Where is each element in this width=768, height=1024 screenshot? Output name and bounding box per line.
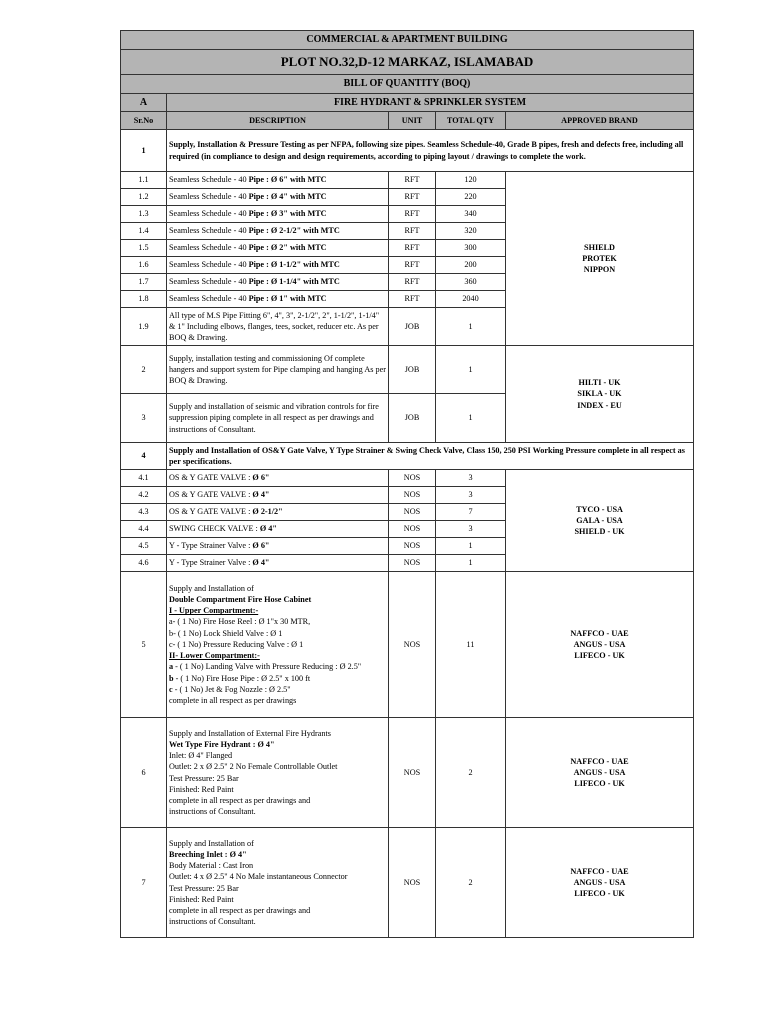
description: OS & Y GATE VALVE : Ø 6" [167, 470, 389, 487]
unit: JOB [389, 308, 436, 346]
description: OS & Y GATE VALVE : Ø 4" [167, 487, 389, 504]
col-header-description: DESCRIPTION [167, 112, 389, 130]
col-header-unit: UNIT [389, 112, 436, 130]
description: Supply and installation of seismic and vibration controls for fire suppression piping complete in all respect as per drawings and instructions of Consultant. [167, 394, 389, 443]
description: Supply and Installation of Double Compartment Fire Hose Cabinet I - Upper Compartment:- a- ( 1 No) Fire Hose Reel : Ø 1"x 30 MTR, b- ( 1 No) Lock Shield Valve : Ø 1 c- ( 1 No) Pressure Reducing Valve : Ø 1 II- Lower Compartment:- a - ( 1 No) Landing Valve with Pressure Reducing : Ø 2.5" b - ( 1 No) Fire Hose Pipe : Ø 2.5" x 100 ft c - ( 1 No) Jet & Fog Nozzle : Ø 2.5" complete in all respect as per drawings [167, 572, 389, 718]
qty: 1 [436, 538, 506, 555]
approved-brand: NAFFCO - UAE ANGUS - USA LIFECO - UK [506, 572, 694, 718]
srno: 1 [121, 130, 167, 172]
srno: 7 [121, 828, 167, 938]
description: Seamless Schedule - 40 Pipe : Ø 2-1/2" with MTC [167, 223, 389, 240]
unit: NOS [389, 718, 436, 828]
qty: 2 [436, 718, 506, 828]
srno: 4.3 [121, 504, 167, 521]
qty: 1 [436, 308, 506, 346]
approved-brand: SHIELD PROTEK NIPPON [506, 172, 694, 346]
description: Seamless Schedule - 40 Pipe : Ø 2" with MTC [167, 240, 389, 257]
table-row [121, 443, 694, 470]
qty: 3 [436, 487, 506, 504]
unit: RFT [389, 291, 436, 308]
description: Supply and Installation of OS&Y Gate Valve, Y Type Strainer & Swing Check Valve, Class 150, 250 PSI Working Pressure complete in all respect as per specifications. [167, 443, 694, 470]
qty: 220 [436, 189, 506, 206]
unit: RFT [389, 257, 436, 274]
srno: 1.3 [121, 206, 167, 223]
description: Seamless Schedule - 40 Pipe : Ø 6" with MTC [167, 172, 389, 189]
table-row [121, 130, 694, 172]
description: All type of M.S Pipe Fitting 6", 4", 3", 2-1/2", 2", 1-1/2", 1-1/4" & 1" Including elbows, flanges, tees, socket, reducer etc. As per BOQ & Drawing. [167, 308, 389, 346]
srno: 4.5 [121, 538, 167, 555]
srno: 1.5 [121, 240, 167, 257]
section-code: A [121, 94, 167, 112]
unit: NOS [389, 487, 436, 504]
table-row [121, 718, 694, 828]
srno: 1.8 [121, 291, 167, 308]
unit: JOB [389, 346, 436, 394]
qty: 200 [436, 257, 506, 274]
qty: 2 [436, 828, 506, 938]
description: Supply and Installation of External Fire Hydrants Wet Type Fire Hydrant : Ø 4" Inlet: Ø 4" Flanged Outlet: 2 x Ø 2.5" 2 No Female Controllable Outlet Test Pressure: 25 Bar Finished: Red Paint complete in all respect as per drawings and instructions of Consultant. [167, 718, 389, 828]
title-plot: PLOT NO.32,D-12 MARKAZ, ISLAMABAD [121, 50, 694, 75]
table-row [121, 346, 694, 394]
description: Y - Type Strainer Valve : Ø 6" [167, 538, 389, 555]
title-boq: BILL OF QUANTITY (BOQ) [121, 75, 694, 94]
description: Seamless Schedule - 40 Pipe : Ø 1" with MTC [167, 291, 389, 308]
qty: 120 [436, 172, 506, 189]
unit: NOS [389, 572, 436, 718]
title-building: COMMERCIAL & APARTMENT BUILDING [121, 31, 694, 50]
description: Seamless Schedule - 40 Pipe : Ø 4" with MTC [167, 189, 389, 206]
description: Supply, installation testing and commissioning Of complete hangers and support system for Pipe clamping and hanging As per BOQ & Drawing. [167, 346, 389, 394]
qty: 1 [436, 346, 506, 394]
boq-table [120, 30, 694, 938]
table-row [121, 172, 694, 189]
description: Seamless Schedule - 40 Pipe : Ø 1-1/2" with MTC [167, 257, 389, 274]
approved-brand: TYCO - USA GALA - USA SHIELD - UK [506, 470, 694, 572]
qty: 7 [436, 504, 506, 521]
approved-brand: NAFFCO - UAE ANGUS - USA LIFECO - UK [506, 828, 694, 938]
srno: 2 [121, 346, 167, 394]
description: OS & Y GATE VALVE : Ø 2-1/2" [167, 504, 389, 521]
unit: JOB [389, 394, 436, 443]
table-row [121, 470, 694, 487]
srno: 3 [121, 394, 167, 443]
qty: 1 [436, 555, 506, 572]
col-header-qty: TOTAL QTY [436, 112, 506, 130]
srno: 4.1 [121, 470, 167, 487]
qty: 2040 [436, 291, 506, 308]
srno: 1.9 [121, 308, 167, 346]
qty: 360 [436, 274, 506, 291]
qty: 11 [436, 572, 506, 718]
unit: NOS [389, 470, 436, 487]
srno: 1.6 [121, 257, 167, 274]
approved-brand: HILTI - UK SIKLA - UK INDEX - EU [506, 346, 694, 443]
srno: 1.7 [121, 274, 167, 291]
srno: 1.2 [121, 189, 167, 206]
table-row [121, 828, 694, 938]
description: Supply and Installation of Breeching Inlet : Ø 4" Body Material : Cast Iron Outlet: 4 x Ø 2.5" 4 No Male instantaneous Connector Test Pressure: 25 Bar Finished: Red Paint complete in all respect as per drawings and instructions of Consultant. [167, 828, 389, 938]
qty: 320 [436, 223, 506, 240]
unit: RFT [389, 223, 436, 240]
description: Y - Type Strainer Valve : Ø 4" [167, 555, 389, 572]
srno: 1.1 [121, 172, 167, 189]
unit: NOS [389, 555, 436, 572]
description: Supply, Installation & Pressure Testing as per NFPA, following size pipes. Seamless Schedule-40, Grade B pipes, fresh and defects free, including all required (in compliance to design and design requirements, according to piping layout / drawings to complete the work. [167, 130, 694, 172]
unit: RFT [389, 189, 436, 206]
unit: NOS [389, 504, 436, 521]
table-row [121, 572, 694, 718]
unit: NOS [389, 828, 436, 938]
unit: NOS [389, 521, 436, 538]
unit: RFT [389, 206, 436, 223]
description: Seamless Schedule - 40 Pipe : Ø 3" with MTC [167, 206, 389, 223]
unit: NOS [389, 538, 436, 555]
col-header-brand: APPROVED BRAND [506, 112, 694, 130]
srno: 1.4 [121, 223, 167, 240]
qty: 3 [436, 521, 506, 538]
qty: 1 [436, 394, 506, 443]
qty: 340 [436, 206, 506, 223]
srno: 4 [121, 443, 167, 470]
description: SWING CHECK VALVE : Ø 4" [167, 521, 389, 538]
col-header-srno: Sr.No [121, 112, 167, 130]
srno: 4.6 [121, 555, 167, 572]
unit: RFT [389, 274, 436, 291]
description: Seamless Schedule - 40 Pipe : Ø 1-1/4" with MTC [167, 274, 389, 291]
unit: RFT [389, 240, 436, 257]
qty: 300 [436, 240, 506, 257]
approved-brand: NAFFCO - UAE ANGUS - USA LIFECO - UK [506, 718, 694, 828]
section-title: FIRE HYDRANT & SPRINKLER SYSTEM [167, 94, 694, 112]
srno: 4.2 [121, 487, 167, 504]
qty: 3 [436, 470, 506, 487]
unit: RFT [389, 172, 436, 189]
srno: 5 [121, 572, 167, 718]
srno: 4.4 [121, 521, 167, 538]
srno: 6 [121, 718, 167, 828]
